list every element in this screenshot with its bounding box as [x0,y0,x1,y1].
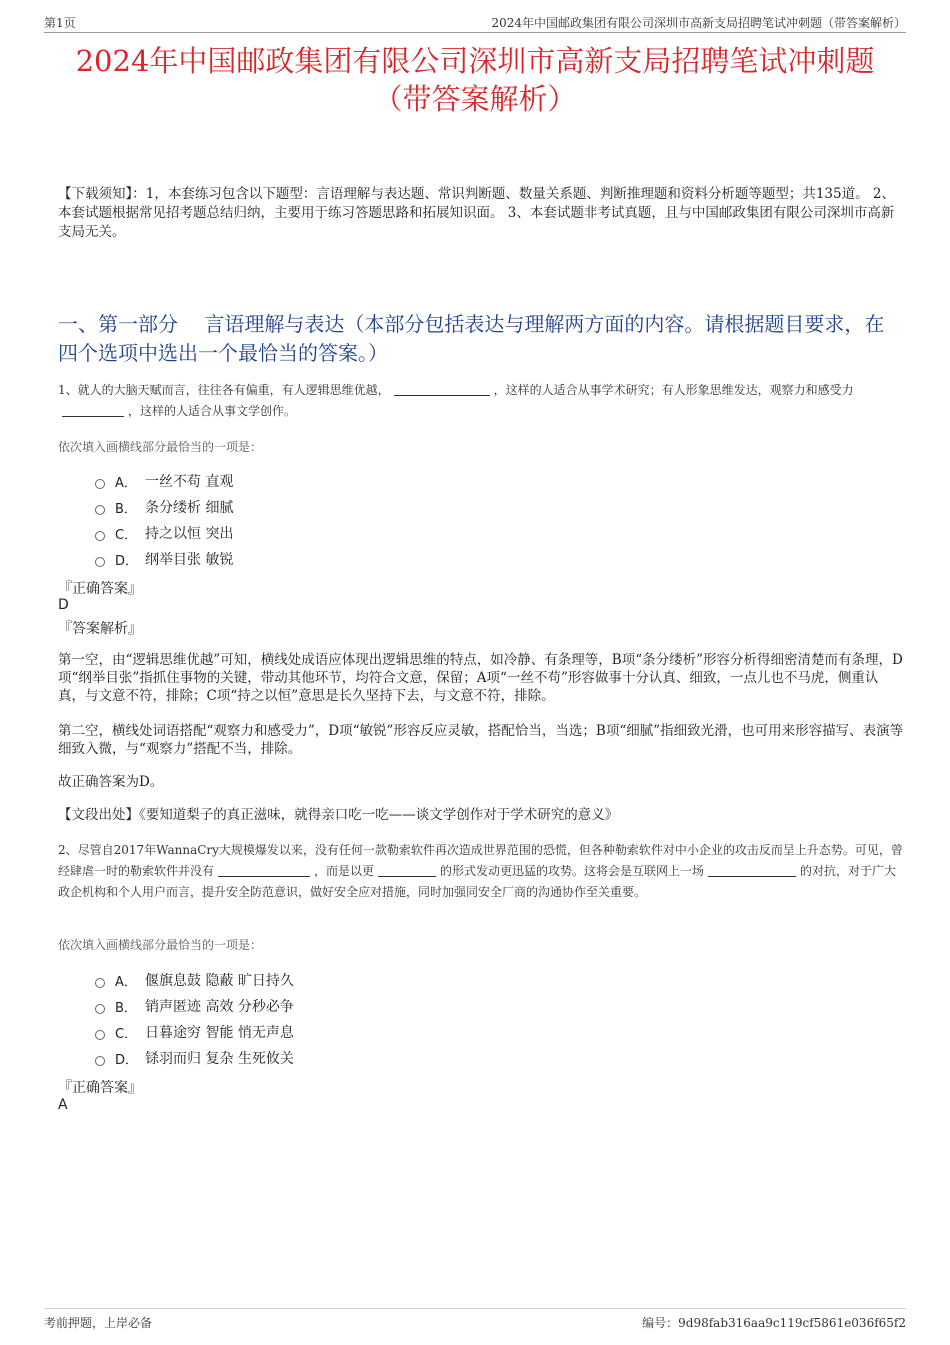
section-title: 一、第一部分 言语理解与表达（本部分包括表达与理解两方面的内容。请根据题目要求，在四个选项中选出一个最恰当的答案。） [58,312,885,365]
q1-options [95,468,233,572]
q1-option-a[interactable]: A． 一丝不苟 直观 [95,468,233,494]
footer-divider [44,1308,906,1309]
download-notice: 【下载须知】：1，本套练习包含以下题型：言语理解与表达题、常识判断题、数量关系题、判断推理题和资料分析题等题型；共135道。 2、本套试题根据常见招考题总结归纳，主要用于练习答题思路和拓展知识面。 3、本套试题非考试真题，且与中国邮政集团有限公司深圳市高新支局无关。 [58,186,895,240]
q2-options [95,967,294,1071]
title-line-1: 2024年中国邮政集团有限公司深圳市高新支局招聘笔试冲刺题 [75,44,875,78]
q1-answer: D [58,597,69,613]
radio-icon[interactable] [95,978,105,988]
q2-option-b[interactable]: B． 销声匿迹 高效 分秒必争 [95,993,294,1019]
q2-answer: A [58,1097,68,1113]
q1-source: 【文段出处】《要知道梨子的真正滋味，就得亲口吃一吃——谈文学创作对于学术研究的意义》 [58,807,619,823]
q1-analysis-paragraph-2: 第二空，横线处词语搭配“观察力和感受力”，D项“敏锐”形容反应灵敏，搭配恰当，当选；B项“细腻”指细致光滑，也可用来形容描写、表演等细致入微，与“观察力”搭配不当，排除。 [58,723,904,757]
header-doc-title: 2024年中国邮政集团有限公司深圳市高新支局招聘笔试冲刺题（带答案解析） [491,16,906,30]
q1-option-c[interactable]: C． 持之以恒 突出 [95,520,233,546]
q2-text-part-1: 2、尽管自2017年WannaCry大规模爆发以来，没有任何一款勒索软件再次造成世界范围的恐慌，但各种勒索软件对中小企业的攻击反而呈上升态势。可见，曾经肆虐一时的勒索软件并没有 [58,843,903,878]
q1-analysis-label: 『答案解析』 [58,621,142,637]
q2-blank-3 [708,862,796,877]
q2-text-part-3: 的形式发动更迅猛的攻势。这将会是互联网上一场 [440,864,705,878]
q2-instruction: 依次填入画横线部分最恰当的一项是： [58,938,263,952]
q2-blank-1 [218,862,310,877]
q2-text-part-2: ，而是以更 [314,864,375,878]
q1-text-part-2: ，这样的人适合从事学术研究；有人形象思维发达，观察力和感受力 [493,383,854,397]
title-line-2: （带答案解析） [373,82,577,116]
q1-option-b[interactable]: B． 条分缕析 细腻 [95,494,233,520]
radio-icon[interactable] [95,1004,105,1014]
q1-instruction: 依次填入画横线部分最恰当的一项是： [58,440,263,454]
radio-icon[interactable] [95,505,105,515]
footer-doc-id: 编号：9d98fab316aa9c119cf5861e036f65f2 [642,1316,906,1330]
q1-analysis-paragraph-1: 第一空，由“逻辑思维优越”可知，横线处成语应体现出逻辑思维的特点，如冷静、有条理等，B项“条分缕析”形容分析得细密清楚而有条理，D项“纲举目张”指抓住事物的关键，带动其他环节，均符合文意，保留；A项“一丝不苟”形容做事十分认真、细致，一点儿也不马虎，侧重认真，与文意不符，排除；C项“持之以恒”意思是长久坚持下去，与文意不符，排除。 [58,652,903,704]
q1-option-d[interactable]: D． 纲举目张 敏锐 [95,546,233,572]
header-divider [44,32,906,33]
radio-icon[interactable] [95,1056,105,1066]
page-title [40,42,910,118]
radio-icon[interactable] [95,1030,105,1040]
radio-icon[interactable] [95,531,105,541]
q2-blank-2 [378,862,436,877]
q1-text-part-1: 1、就人的大脑天赋而言，往往各有偏重，有人逻辑思维优越， [58,383,390,397]
q1-blank-1 [394,381,490,396]
radio-icon[interactable] [95,557,105,567]
footer-slogan: 考前押题，上岸必备 [44,1316,153,1330]
q2-option-d[interactable]: D． 铩羽而归 复杂 生死攸关 [95,1045,294,1071]
q2-answer-label: 『正确答案』 [58,1080,142,1096]
question-2-text [58,840,904,903]
q1-analysis-paragraph-3: 故正确答案为D。 [58,774,164,790]
q2-option-c[interactable]: C． 日暮途穷 智能 悄无声息 [95,1019,294,1045]
q1-answer-label: 『正确答案』 [58,581,142,597]
radio-icon[interactable] [95,479,105,489]
q2-text-part-4: 的对抗，对于广大政企机构和个人用户而言，提升安全防范意识，做好安全应对措施，同时加强同安全厂商的沟通协作至关重要。 [58,864,897,899]
q2-option-a[interactable]: A． 偃旗息鼓 隐蔽 旷日持久 [95,967,294,993]
page-number: 第1页 [44,16,76,30]
question-1-text [58,380,904,422]
q1-text-part-3: ，这样的人适合从事文学创作。 [128,404,297,418]
q1-blank-2 [62,402,124,417]
